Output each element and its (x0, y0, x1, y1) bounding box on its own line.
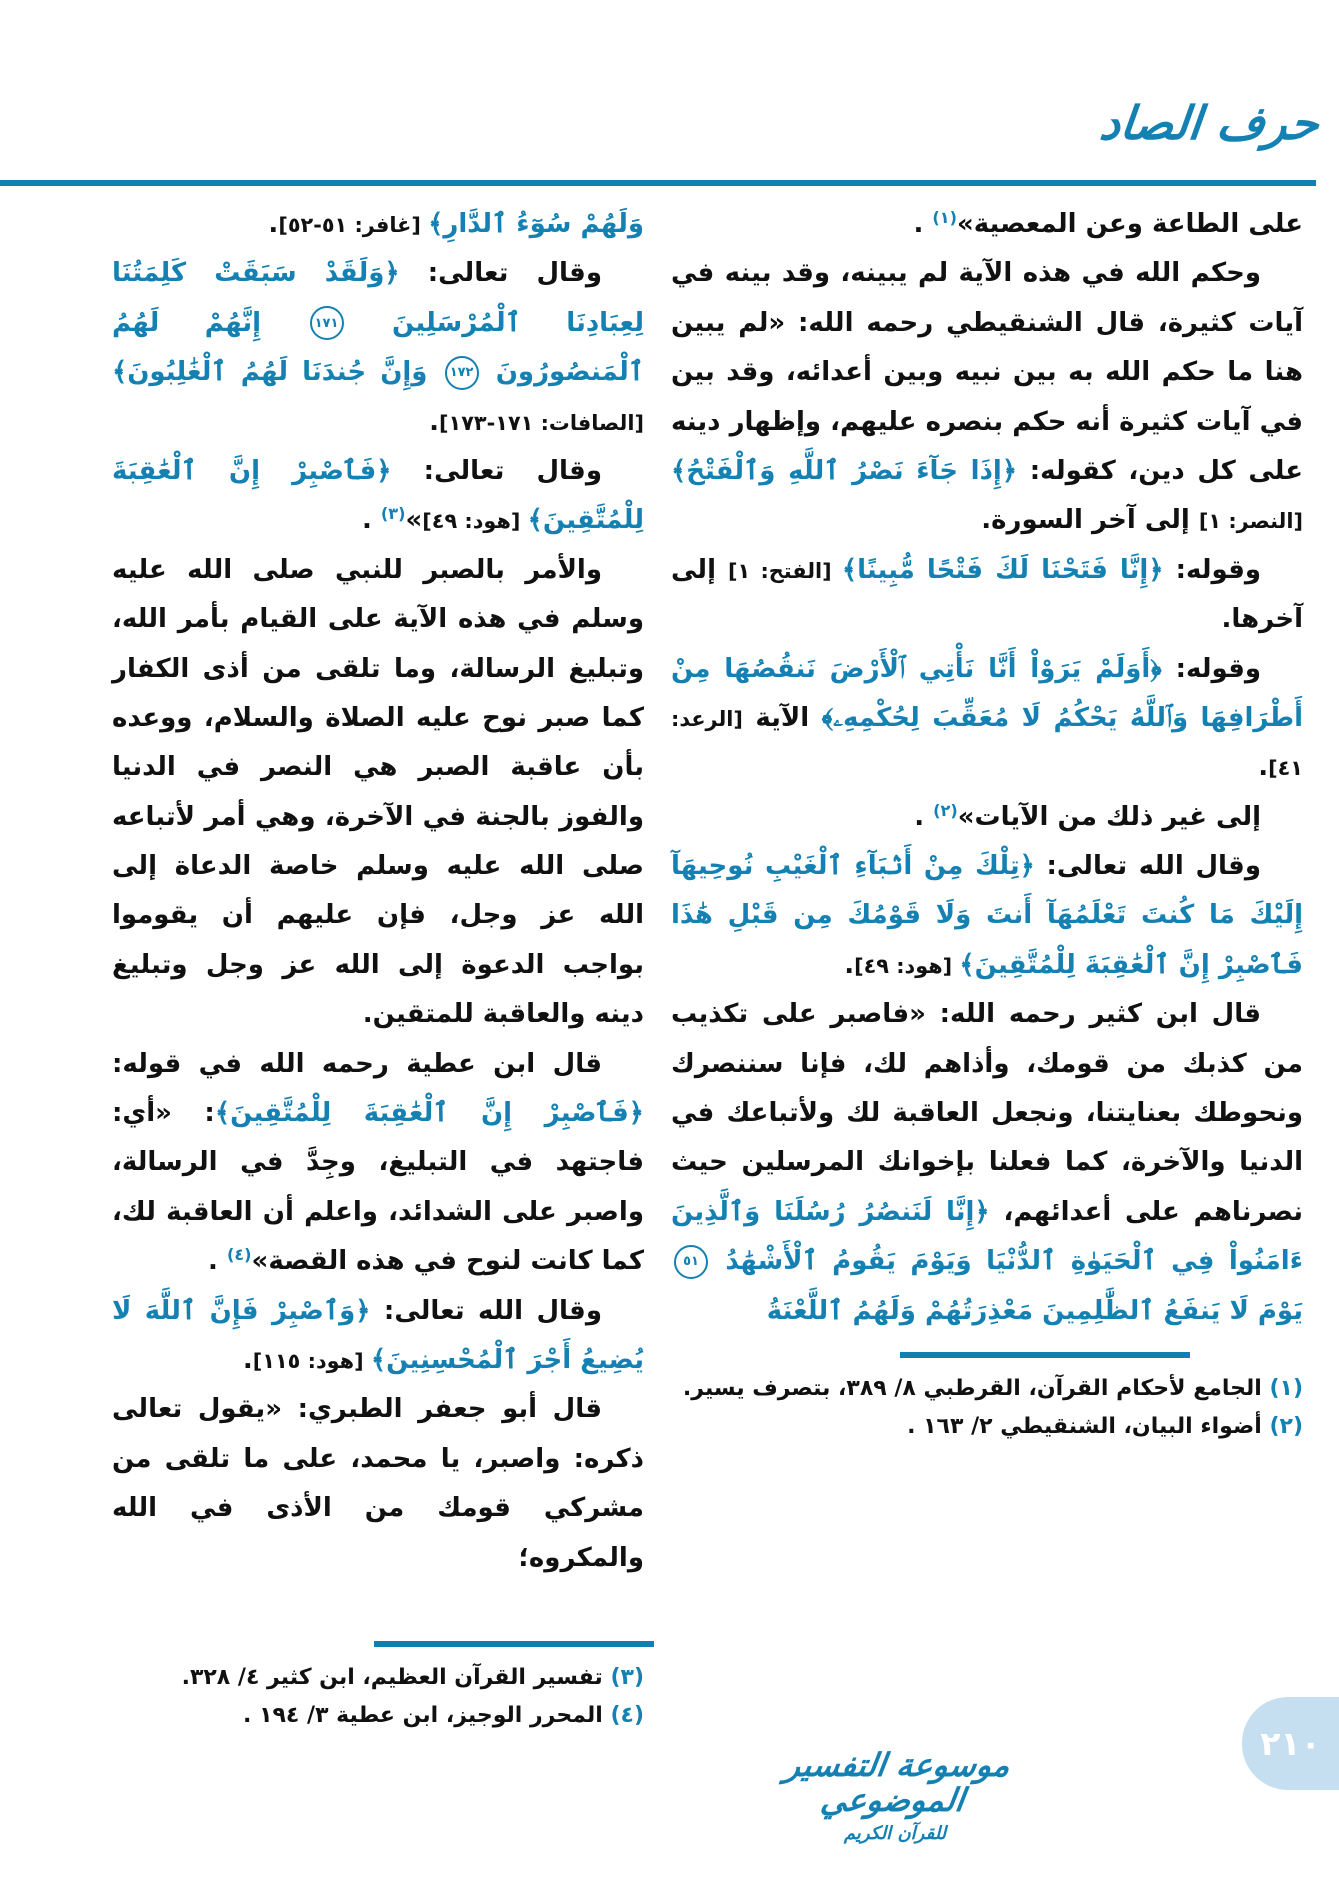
paragraph (671, 645, 1303, 793)
body-text: . (268, 209, 279, 239)
body-text: قال ابن كثير رحمه الله: «فاصبر على تكذيب من كذبك من قومك، وأذاهم لك، فإنا سننصرك ونحوطك بعنايتنا، ونجعل العاقبة لك ولأتباعك في الدنيا والآخرة، كما فعلنا بإخوانك المرسلين حيث نصرناهم على أعدائهم، (671, 999, 1303, 1227)
footnote-marker: (٣) (380, 504, 406, 524)
quran-verse: ﴿إِنَّا فَتَحْنَا لَكَ فَتْحًا مُّبِينًا﴾ (841, 554, 1164, 585)
header-rule (0, 180, 1316, 186)
footnote-separator (900, 1352, 1190, 1358)
body-text: إلى غير ذلك من الآيات» (957, 801, 1261, 832)
paragraph (671, 200, 1303, 249)
body-text: وقال تعالى: (391, 455, 602, 486)
paragraph (112, 447, 644, 546)
paragraph (671, 546, 1303, 645)
quran-verse: يَوْمَ لَا يَنفَعُ ٱلظَّٰلِمِينَ مَعْذِرَتُهُمْ وَلَهُمُ ٱللَّعْنَةُ (766, 1295, 1303, 1326)
footnote-text: تفسير القرآن العظيم، ابن كثير ٤/ ٣٢٨. (181, 1664, 603, 1690)
footnote-number: (٤) (610, 1703, 644, 1729)
quran-verse: ﴿إِنَّا لَنَنصُرُ رُسُلَنَا وَٱلَّذِينَ ءَامَنُواْ فِي ٱلْحَيَوٰةِ ٱلدُّنْيَا وَيَوْمَ يَقُومُ ٱلْأَشْهَٰدُ (671, 1196, 1303, 1277)
footnote (112, 1659, 644, 1698)
body-text: وقال تعالى: (399, 258, 602, 289)
footnote (671, 1408, 1303, 1447)
body-text: وحكم الله في هذه الآية لم يبينه، وقد بينه في آيات كثيرة، قال الشنقيطي رحمه الله: «لم يبين هنا ما حكم الله به بين نبيه وبين أعدائه، وقد بين في آيات كثيرة أنه حكم بنصره عليهم، وإظهار دينه على كل دين، كقوله: (671, 258, 1304, 486)
quran-verse: ﴿فَٱصْبِرْ إِنَّ ٱلْعَٰقِبَةَ لِلْمُتَّقِينَ﴾ (214, 1098, 644, 1129)
body-text: قال ابن عطية رحمه الله في قوله: (112, 1048, 602, 1079)
body-text: . (208, 1246, 227, 1277)
publisher-logo (775, 1748, 1015, 1844)
footnote-separator (374, 1641, 654, 1647)
quran-verse: وَلَهُمْ سُوٓءُ ٱلدَّارِ﴾ (428, 209, 644, 239)
footnote-text: أضواء البيان، الشنقيطي ٢/ ١٦٣ . (907, 1414, 1262, 1440)
footnote-number: (٣) (610, 1664, 644, 1690)
body-text: . (361, 505, 381, 536)
quran-verse: ﴿إِذَا جَآءَ نَصْرُ ٱللَّهِ وَٱلْفَتْحُ﴾ (671, 455, 1018, 486)
footnote-number: (٢) (1269, 1414, 1303, 1440)
ayah-number-medallion: ١٧٢ (445, 356, 479, 390)
verse-reference: [الرعد: ٤١] (671, 706, 1303, 781)
quran-verse: ﴿تِلْكَ مِنْ أَنۢبَآءِ ٱلْغَيْبِ نُوحِيهَآ إِلَيْكَ مَا كُنتَ تَعْلَمُهَآ أَنتَ وَلَا قَوْمُكَ مِن قَبْلِ هَٰذَا فَٱصْبِرْ إِنَّ ٱلْعَٰقِبَةَ لِلْمُتَّقِينَ﴾ (671, 851, 1303, 980)
publisher-logo-line2: للقرآن الكريم (843, 1823, 947, 1845)
paragraph (112, 1385, 644, 1583)
quran-verse: ﴿أَوَلَمْ يَرَوْاْ أَنَّا نَأْتِي ٱلْأَرْضَ نَنقُصُهَا مِنْ أَطْرَافِهَا وَٱللَّهُ يَحْكُمُ لَا مُعَقِّبَ لِحُكْمِهِۦ﴾ (671, 653, 1303, 733)
quran-verse: ﴿وَٱصْبِرْ فَإِنَّ ٱللَّهَ لَا يُضِيعُ أَجْرَ ٱلْمُحْسِنِينَ﴾ (112, 1295, 644, 1375)
footnote-marker: (١) (932, 208, 957, 228)
body-text: . (914, 801, 934, 832)
quran-verse: إِنَّهُمْ لَهُمُ ٱلْمَنصُورُونَ (112, 307, 644, 388)
publisher-logo-line1: موسوعة التفسير الموضوعي (782, 1746, 1013, 1820)
paragraph (112, 200, 644, 249)
body-text: والأمر بالصبر للنبي صلى الله عليه وسلم في هذه الآية على القيام بأمر الله، وتبليغ الرسالة، وما تلقى من أذى الكفار كما صبر نوح عليه الصلاة والسلام، ووعده بأن عاقبة الصبر هي النصر في الدنيا والفوز بالجنة في الآخرة، وهي أمر لأتباعه صلى الله عليه وسلم خاصة الدعاة إلى الله عز وجل، فإن عليهم أن يقوموا بواجب الدعوة إلى الله عز وجل وتبليغ دينه والعاقبة للمتقين. (112, 554, 644, 1030)
body-text: . (242, 1344, 253, 1375)
body-text: إلى آخرها. (671, 554, 1303, 635)
paragraph (671, 990, 1303, 1336)
body-text: . (429, 406, 440, 437)
quran-verse: ﴿وَلَقَدْ سَبَقَتْ كَلِمَتُنَا لِعِبَادِنَا ٱلْمُرْسَلِينَ (112, 258, 644, 338)
paragraph (671, 793, 1303, 842)
footnote-number: (١) (1269, 1375, 1303, 1401)
ayah-number-medallion: ٥١ (674, 1245, 708, 1279)
body-text: : «أي: فاجتهد في التبليغ، وجِدَّ في الرسالة، واصبر على الشدائد، واعلم أن العاقبة لك، كما كانت لنوح في هذه القصة» (112, 1098, 644, 1277)
paragraph (112, 1287, 644, 1386)
body-text: الآية (742, 702, 822, 733)
page-number: ٢١٠ (1260, 1724, 1321, 1763)
body-text: على الطاعة وعن المعصية» (956, 209, 1303, 239)
body-text: . (913, 209, 933, 239)
body-text: إلى آخر السورة. (981, 505, 1199, 536)
body-text: وقال الله تعالى: (1034, 851, 1261, 882)
verse-reference: [غافر: ٥١-٥٢] (278, 213, 429, 237)
body-text: وقوله: (1163, 554, 1262, 585)
quran-verse: ﴿فَٱصْبِرْ إِنَّ ٱلْعَٰقِبَةَ لِلْمُتَّقِينَ﴾ (112, 455, 644, 536)
verse-reference: [الصافات: ١٧١-١٧٣] (439, 410, 644, 435)
verse-reference: [الفتح: ١] (728, 558, 842, 583)
body-text: . (844, 949, 855, 980)
paragraph (112, 249, 644, 447)
ayah-number-medallion: ١٧١ (310, 306, 344, 340)
body-text: وقال الله تعالى: (370, 1295, 602, 1326)
footnote-text: المحرر الوجيز، ابن عطية ٣/ ١٩٤ . (243, 1703, 603, 1729)
footnote (671, 1370, 1303, 1409)
paragraph (112, 546, 644, 1040)
chapter-title-calligraphy: حرف الصاد (1097, 96, 1322, 150)
footnote-text: الجامع لأحكام القرآن، القرطبي ٨/ ٣٨٩، بتصرف يسير. (682, 1375, 1262, 1401)
column-left (112, 200, 644, 1736)
footnote-marker: (٤) (226, 1245, 252, 1265)
body-text: قال أبو جعفر الطبري: «يقول تعالى ذكره: واصبر، يا محمد، على ما تلقى من مشركي قومك من الأذى في الله والمكروه؛ (112, 1394, 644, 1573)
footnote-marker: (٢) (933, 800, 958, 820)
paragraph (671, 249, 1303, 545)
verse-reference: [النصر: ١] (1198, 509, 1303, 534)
footnote (112, 1697, 644, 1736)
quran-verse: وَإِنَّ جُندَنَا لَهُمُ ٱلْغَٰلِبُونَ﴾ (112, 357, 442, 388)
paragraph (112, 1040, 644, 1287)
verse-reference: [هود: ١١٥] (252, 1348, 371, 1373)
body-text: . (1258, 752, 1269, 783)
page-number-badge (1242, 1697, 1339, 1790)
verse-reference: [هود: ٤٩] (422, 509, 528, 534)
paragraph (671, 842, 1303, 990)
body-text: » (405, 505, 423, 536)
body-text: وقوله: (1161, 653, 1261, 684)
verse-reference: [هود: ٤٩] (854, 953, 960, 978)
column-right (671, 200, 1303, 1447)
